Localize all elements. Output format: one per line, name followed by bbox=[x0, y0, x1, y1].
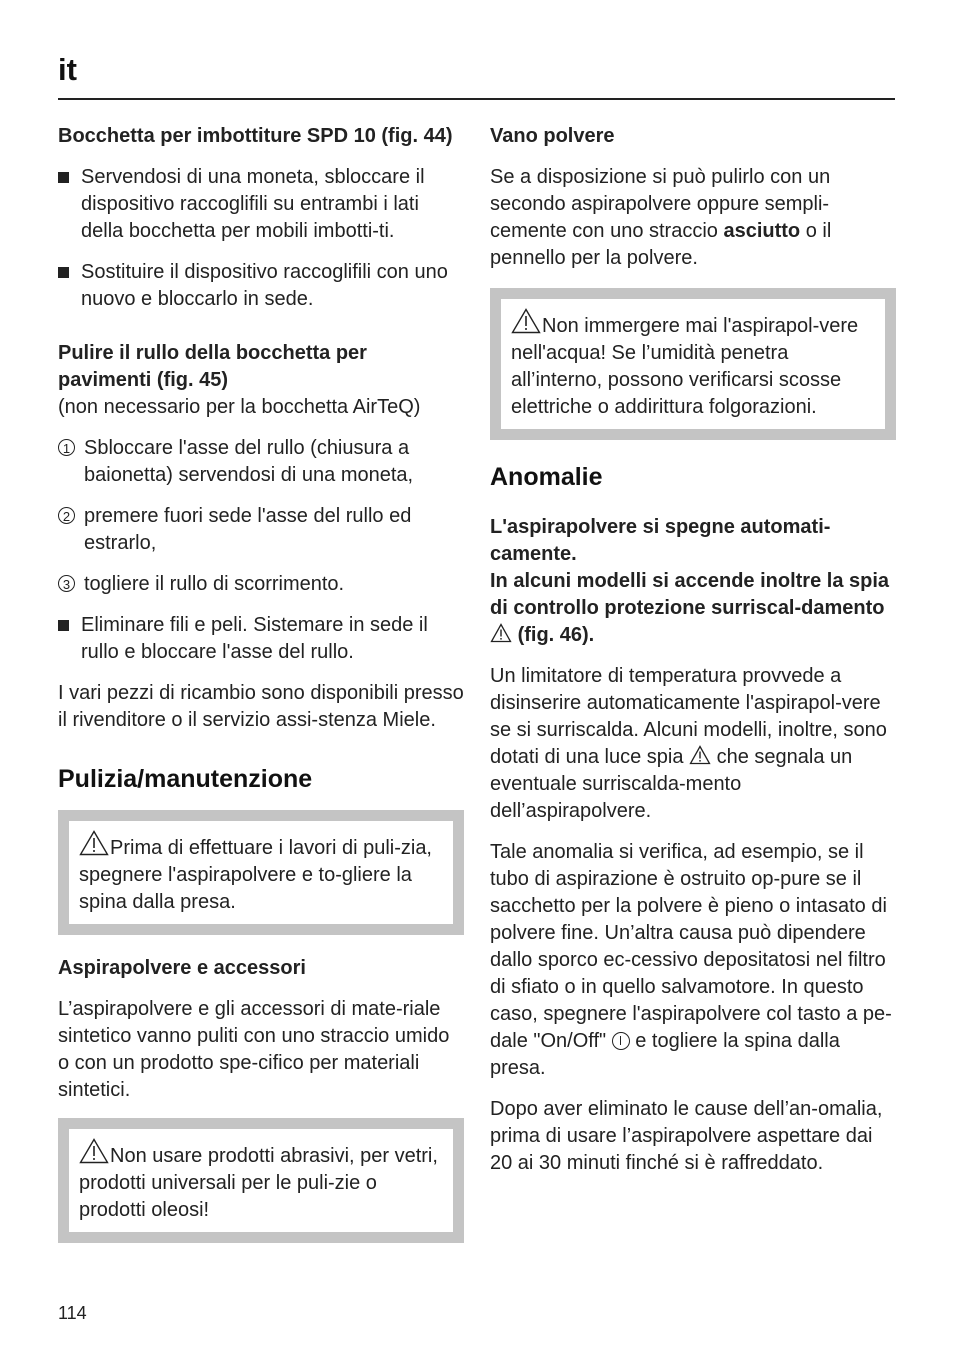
section-title-text: L'aspirapolvere si spegne automati-camente. bbox=[490, 516, 831, 565]
circled-number-3: 3 bbox=[58, 575, 75, 592]
paragraph-text: Un limitatore di temperatura provvede a disinserire automaticamente l'aspirapol-vere se si surriscalda. Alcuni modelli, inoltre, sono dotati di una luce spia bbox=[490, 665, 887, 768]
paragraph-anomalia bbox=[490, 839, 896, 1082]
paragraph-text: Tale anomalia si verifica, ad esempio, se il tubo di aspirazione è ostruito op-pure se il sacchetto per la polvere è pieno o intasato di polvere fine. Un’altra causa può dipendere dallo sporco ec-cessivo depositatosi nel filtro di sfiato o in quello salvamotore. In questo caso, spegnere l'aspirapolvere col tasto a pe-dale "On/Off" bbox=[490, 841, 892, 1052]
section-title-vano: Vano polvere bbox=[490, 125, 615, 147]
circled-number-2: 2 bbox=[58, 507, 75, 524]
warning-box bbox=[490, 288, 896, 440]
section-title-spegnimento bbox=[490, 514, 896, 649]
paragraph-vano bbox=[490, 164, 896, 272]
warning-text: Non usare prodotti abrasivi, per vetri, prodotti universali per le puli-zie o prodotti oleosi! bbox=[79, 1145, 438, 1221]
list-item bbox=[58, 612, 464, 666]
warning-text: Prima di effettuare i lavori di puli-zia, spegnere l'aspirapolvere e to-gliere la spina dalla presa. bbox=[79, 837, 432, 913]
paragraph-text: e togliere la spina dalla presa. bbox=[490, 1030, 840, 1079]
left-column bbox=[58, 123, 464, 1259]
right-column bbox=[490, 123, 896, 1191]
numbered-step bbox=[58, 571, 464, 598]
paragraph-limitatore bbox=[490, 663, 896, 825]
heading-pulizia: Pulizia/manutenzione bbox=[58, 765, 313, 793]
warning-triangle-icon bbox=[79, 1138, 109, 1164]
warning-triangle-icon bbox=[511, 308, 541, 334]
section-title-text: (fig. 46). bbox=[517, 624, 595, 646]
power-onoff-icon bbox=[612, 1032, 630, 1050]
circled-number-1: 1 bbox=[58, 439, 75, 456]
paragraph-text: che segnala un eventuale surriscalda-mento dell’aspirapolvere. bbox=[490, 746, 853, 822]
list-item-text: Eliminare fili e peli. Sistemare in sede il rullo e bloccare l'asse del rullo. bbox=[81, 614, 428, 663]
paragraph-raffreddamento: Dopo aver eliminato le cause dell’an-omalia, prima di usare l’aspirapolvere aspettare dai 20 ai 30 minuti finché si è raffreddato. bbox=[490, 1098, 883, 1174]
section-subtitle: (non necessario per la bocchetta AirTeQ) bbox=[58, 396, 421, 418]
square-bullet-icon bbox=[58, 172, 69, 183]
warning-triangle-icon bbox=[79, 830, 109, 856]
section-title-text: In alcuni modelli si accende inoltre la spia di controllo protezione surriscal-damento bbox=[490, 570, 890, 619]
paragraph-text: o il pennello per la polvere. bbox=[490, 220, 832, 269]
page-number: 114 bbox=[58, 1303, 87, 1323]
warning-triangle-icon bbox=[689, 745, 711, 765]
list-item bbox=[58, 164, 464, 245]
list-item-text: Sostituire il dispositivo raccoglifili con uno nuovo e bloccarlo in sede. bbox=[81, 261, 448, 310]
warning-triangle-icon bbox=[490, 623, 512, 643]
section-title-text: Pulire il rullo della bocchetta per pavimenti (fig. 45) bbox=[58, 342, 367, 391]
warning-text: Non immergere mai l'aspirapol-vere nell'acqua! Se l’umidità penetra all’interno, possono verificarsi scosse elettriche o addirittura folgorazioni. bbox=[511, 315, 859, 418]
step-text: premere fuori sede l'asse del rullo ed estrarlo, bbox=[84, 505, 412, 554]
step-text: togliere il rullo di scorrimento. bbox=[84, 573, 345, 595]
heading-anomalie: Anomalie bbox=[490, 463, 603, 491]
section-title-accessori: Aspirapolvere e accessori bbox=[58, 957, 306, 979]
square-bullet-icon bbox=[58, 620, 69, 631]
section-title-rullo bbox=[58, 340, 464, 421]
paragraph-ricambi: I vari pezzi di ricambio sono disponibili presso il rivenditore o il servizio assi-stenza Miele. bbox=[58, 682, 464, 731]
warning-box bbox=[58, 1118, 464, 1243]
language-code: it bbox=[58, 52, 77, 87]
section-title-spd10: Bocchetta per imbottiture SPD 10 (fig. 44) bbox=[58, 125, 453, 147]
emphasis-asciutto: asciutto bbox=[723, 220, 801, 242]
numbered-step bbox=[58, 435, 464, 489]
warning-box bbox=[58, 810, 464, 935]
square-bullet-icon bbox=[58, 267, 69, 278]
list-item-text: Servendosi di una moneta, sbloccare il dispositivo raccoglifili su entrambi i lati della bocchetta per mobili imbotti-ti. bbox=[81, 166, 425, 242]
paragraph-text: Se a disposizione si può pulirlo con un secondo aspirapolvere oppure sempli-cemente con uno straccio bbox=[490, 166, 831, 242]
header-rule bbox=[58, 98, 895, 100]
numbered-step bbox=[58, 503, 464, 557]
paragraph-accessori: L’aspirapolvere e gli accessori di mate-riale sintetico vanno puliti con uno straccio umido o con un prodotto spe-cifico per materiali sintetici. bbox=[58, 998, 450, 1101]
step-text: Sbloccare l'asse del rullo (chiusura a baionetta) servendosi di una moneta, bbox=[84, 437, 414, 486]
list-item bbox=[58, 259, 464, 313]
